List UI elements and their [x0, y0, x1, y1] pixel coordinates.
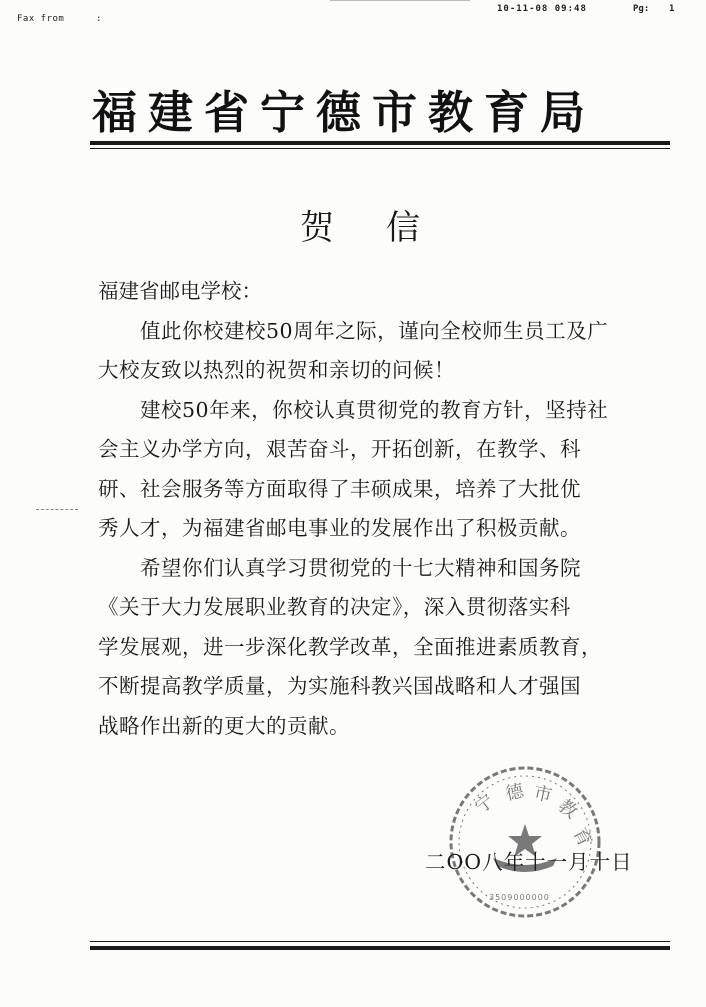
- letter-body-line: 大校友致以热烈的祝贺和亲切的问候！: [98, 358, 455, 382]
- svg-text:育: 育: [568, 824, 596, 851]
- fax-header: [0, 2, 706, 24]
- letter-title: 贺信: [300, 208, 472, 248]
- svg-text:德: 德: [503, 780, 526, 805]
- letter-body-line: 希望你们认真学习贯彻党的十七大精神和国务院: [98, 556, 581, 580]
- letterhead-rule-thin: [90, 148, 670, 149]
- letter-salutation: 福建省邮电学校：: [98, 279, 262, 303]
- letter-body-line: 不断提高教学质量，为实施科教兴国战略和人才强国: [98, 674, 581, 698]
- official-seal-stamp: [445, 762, 605, 922]
- footer-rule-thin: [90, 941, 670, 942]
- letter-body-line: 《关于大力发展职业教育的决定》，深入贯彻落实科: [98, 595, 571, 619]
- letter-body-line: 建校50年来，你校认真贯彻党的教育方针，坚持社: [98, 398, 609, 422]
- letter-body-line: 学发展观，进一步深化教学改革，全面推进素质教育，: [98, 635, 602, 659]
- fax-from-label: Fax from: [17, 14, 65, 24]
- svg-text:教: 教: [553, 795, 582, 824]
- fax-from-separator: :: [96, 14, 102, 24]
- fax-datetime: 10-11-08 09:48: [497, 4, 587, 14]
- letter-body-line: 秀人才，为福建省邮电事业的发展作出了积极贡献。: [98, 516, 581, 540]
- letter-body-line: 值此你校建校50周年之际，谨向全校师生员工及广: [98, 319, 609, 343]
- letter-body-line: 战略作出新的更大的贡献。: [98, 714, 350, 738]
- letter-body-line: 研、社会服务等方面取得了丰硕成果，培养了大批优: [98, 477, 581, 501]
- svg-text:宁: 宁: [471, 790, 499, 818]
- fax-page-label: Pg:: [633, 4, 650, 14]
- letter-body-line: 会主义办学方向，艰苦奋斗，开拓创新，在教学、科: [98, 437, 581, 461]
- letterhead-rule-thick: [90, 141, 670, 145]
- scan-margin-mark: [36, 509, 78, 511]
- letterhead-title: 福建省宁德市教育局: [92, 86, 597, 139]
- scan-artifact-line: [330, 0, 470, 1]
- svg-text:市: 市: [531, 782, 554, 807]
- letter-date: 二OO八年十一月十日: [425, 850, 633, 874]
- footer-rule-thick: [90, 946, 670, 950]
- fax-page-number: 1: [669, 4, 675, 14]
- svg-text:3509000000: 3509000000: [489, 893, 550, 902]
